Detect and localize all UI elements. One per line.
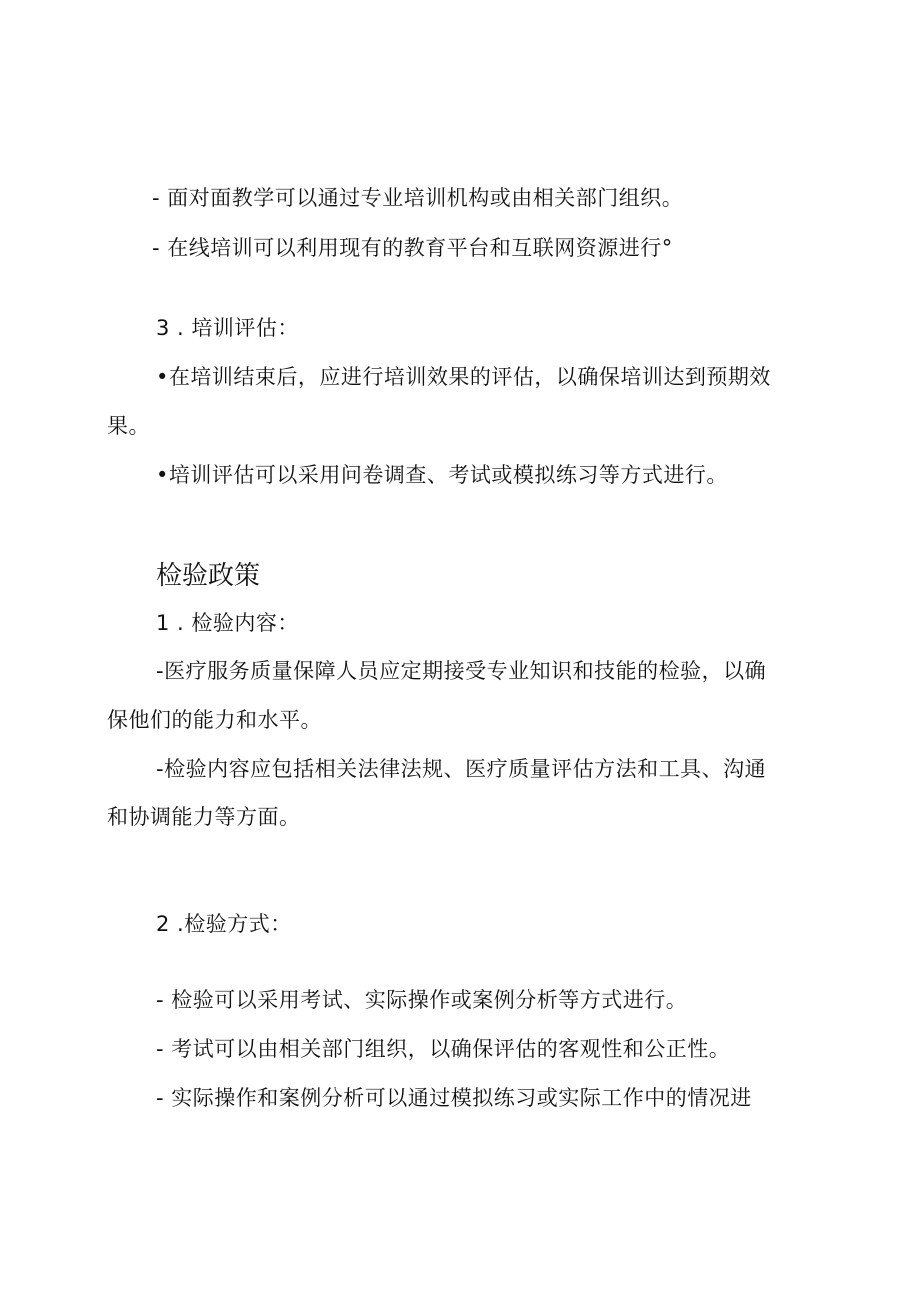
section-title-training-evaluation: 3 . 培训评估： [156,316,299,340]
training-evaluation-item-1-line-1: •在培训结束后，应进行培训效果的评估，以确保培训达到预期效 [156,365,771,389]
inspection-content-item-2-line-2: 和协调能力等方面。 [107,805,301,829]
inspection-method-item-1: - 检验可以采用考试、实际操作或案例分析等方式进行。 [156,988,688,1012]
inspection-content-item-2-line-1: -检验内容应包括相关法律法规、医疗质量评估方法和工具、沟通 [156,757,767,781]
inspection-method-item-2: - 考试可以由相关部门组织，以确保评估的客观性和公正性。 [156,1037,731,1061]
inspection-policy-heading: 检验政策 [156,560,261,590]
inspection-content-item-1-line-1: -医疗服务质量保障人员应定期接受专业知识和技能的检验，以确 [156,659,767,683]
section-title-inspection-method: 2 .检验方式： [156,912,292,936]
inspection-content-item-1-line-2: 保他们的能力和水平。 [107,708,322,732]
training-bullet-face-to-face: - 面对面教学可以通过专业培训机构或由相关部门组织。 [152,186,684,210]
inspection-method-item-3: - 实际操作和案例分析可以通过模拟练习或实际工作中的情况进 [156,1086,752,1110]
section-title-inspection-content: 1 . 检验内容： [156,611,299,635]
training-bullet-online: - 在线培训可以利用现有的教育平台和互联网资源进行° [152,236,673,260]
training-evaluation-item-1-line-2: 果。 [107,414,150,438]
training-evaluation-item-2: •培训评估可以采用问卷调查、考试或模拟练习等方式进行。 [156,463,728,487]
